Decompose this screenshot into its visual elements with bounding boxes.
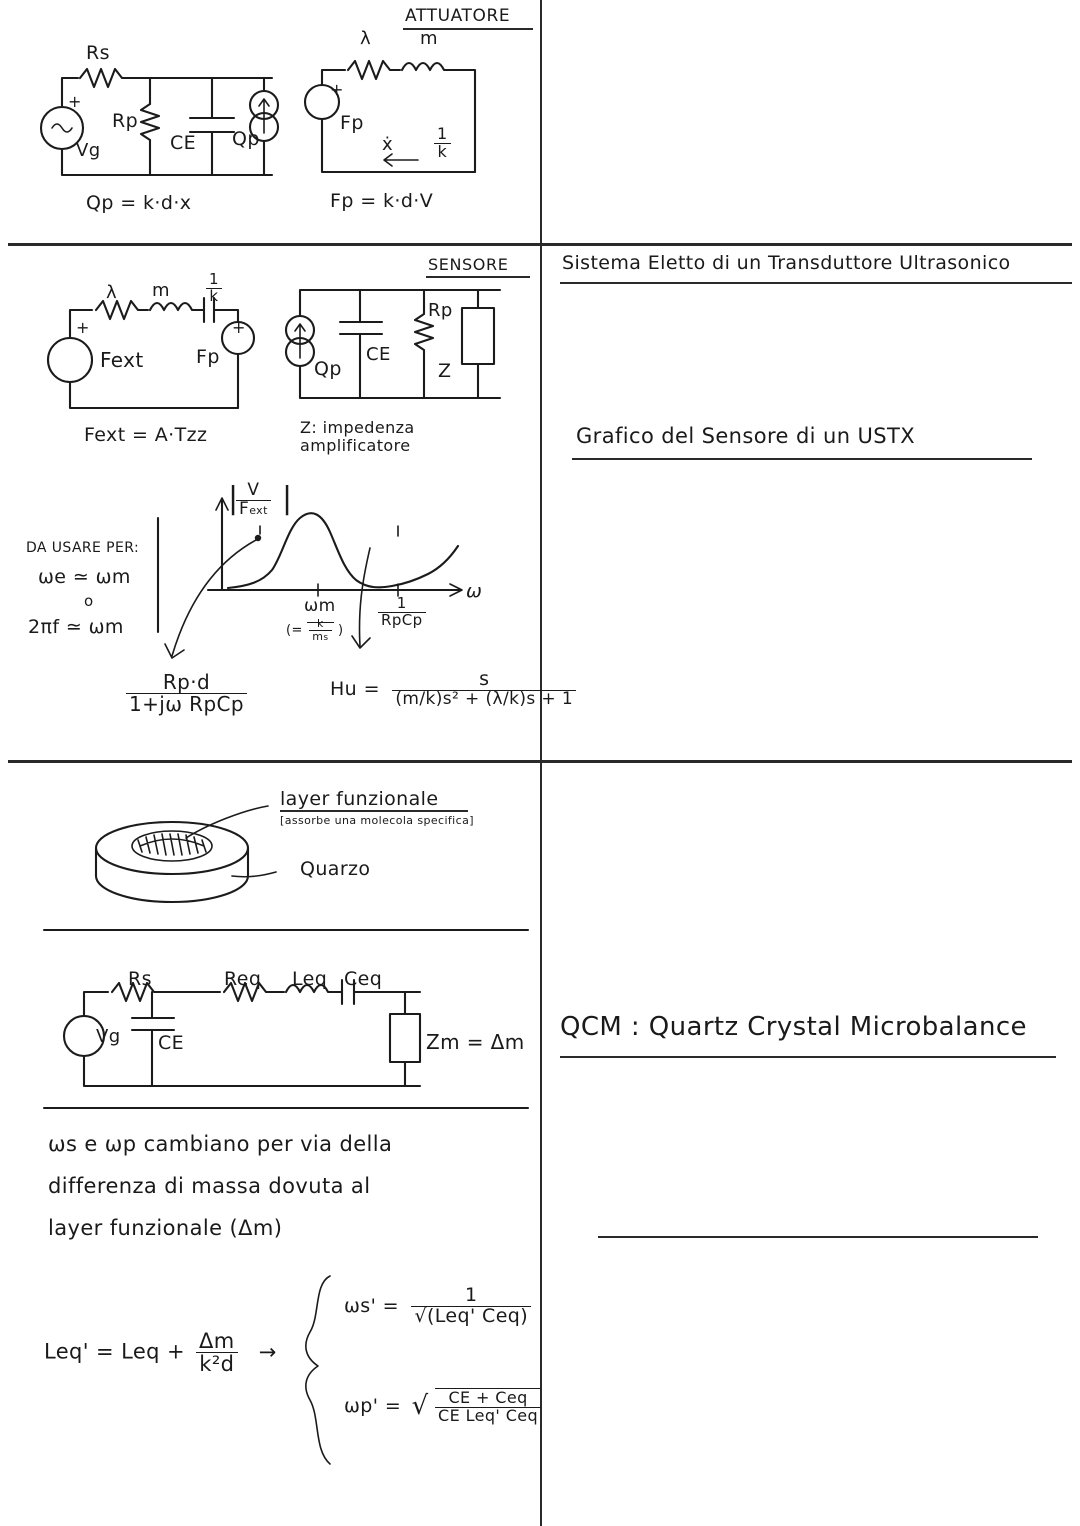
callout-quarzo: Quarzo: [300, 858, 371, 880]
divider-vertical: [540, 0, 542, 1526]
chart-annotation-rpcp: $\frac{1}{\text{RpCp}}$: [378, 596, 426, 629]
sensor-heading: SENSORE: [428, 255, 509, 274]
right-note-3: QCM : Quartz Crystal Microbalance: [560, 1012, 1027, 1042]
qcm-note-line1: ωs e ωp cambiano per via della: [48, 1132, 393, 1156]
transfer-num: s: [479, 668, 490, 690]
qcm-branch2-num: CE + Ceq: [448, 1388, 528, 1407]
note-line-2: 2πf ≃ ωm: [28, 616, 124, 638]
label-fp: Fp: [340, 112, 364, 134]
label-sensor-ce: CE: [366, 344, 391, 365]
label-qcm-ceq: Ceq: [344, 968, 383, 990]
qcm-eq-main-den: k²d: [196, 1352, 238, 1375]
actuator-circuits-svg: [0, 0, 540, 240]
qcm-eq-arrow: →: [258, 1339, 277, 1364]
label-ce: CE: [170, 132, 197, 154]
right-note-2-underline: [572, 458, 1032, 460]
note-or: o: [84, 592, 94, 610]
equation-fext: Fext = A·Tzz: [84, 424, 208, 446]
label-vg: Vg: [76, 140, 101, 161]
sensor-circuits-svg: [0, 268, 540, 468]
transfer-label: Hu =: [330, 677, 380, 700]
qcm-eq-main-num: Δm: [199, 1329, 235, 1353]
qcm-branch2-den: CE Leq' Ceq: [435, 1407, 541, 1425]
label-sensor-z: Z: [438, 360, 452, 382]
chart-annotation-wm-note: (= $\frac{k}{ms}$ ): [286, 617, 344, 643]
transfer-den: (m/k)s² + (λ/k)s + 1: [392, 690, 576, 709]
qcm-eq-main-lhs: Leq' = Leq +: [44, 1339, 185, 1364]
label-sensor-fp: Fp: [196, 346, 220, 368]
label-plus-right: +: [330, 80, 344, 99]
label-fext: Fext: [100, 348, 144, 372]
label-sensor-plus-right: +: [232, 318, 246, 337]
chart-xlabel: ω: [466, 580, 483, 602]
label-qcm-rs: Rs: [128, 968, 152, 990]
label-qp: Qp: [232, 128, 260, 150]
right-note-1: Sistema Eletto di un Transduttore Ultrasonico: [562, 252, 1011, 274]
right-note-2: Grafico del Sensore di un USTX: [576, 424, 915, 448]
qcm-note-line3: layer funzionale (Δm): [48, 1216, 283, 1240]
callout-layer-underline: [280, 810, 468, 812]
equation-z-line1: Z: impedenza: [300, 418, 415, 437]
label-m: m: [420, 28, 438, 49]
qcm-branch1-den: √(Leq' Ceq): [411, 1306, 531, 1327]
label-qcm-zm: Zm = Δm: [426, 1030, 525, 1054]
right-note-3-underline: [560, 1056, 1056, 1058]
equation-z-line2: amplificatore: [300, 436, 411, 455]
formula-rpd-den: 1+jω RpCp: [126, 693, 247, 715]
label-sensor-qp: Qp: [314, 358, 342, 380]
equation-qp: Qp = k·d·x: [86, 192, 192, 214]
note-line-1: ωe ≃ ωm: [38, 566, 131, 588]
chart-ylabel: $\frac{V}{\text{Fext}}$ | |: [228, 480, 293, 519]
equation-fp: Fp = k·d·V: [330, 190, 434, 212]
transfer-function: [330, 670, 576, 709]
label-qcm-ce: CE: [158, 1032, 185, 1054]
note-da-usare-per: DA USARE PER:: [26, 540, 140, 556]
label-sensor-lambda: λ: [106, 282, 118, 303]
qcm-branch1-num: 1: [465, 1284, 478, 1306]
label-qcm-req: Req: [224, 968, 262, 990]
label-lambda: λ: [360, 28, 372, 49]
label-rp: Rp: [112, 110, 139, 132]
label-plus-left: +: [68, 92, 82, 111]
qcm-branch1-lhs: ωs' =: [344, 1294, 399, 1317]
label-spring-1k: $\frac{1}{k}$: [434, 126, 451, 161]
label-xdot: ẋ: [382, 134, 394, 155]
qcm-branch2-lhs: ωp' =: [344, 1394, 402, 1417]
callout-layer-subtitle: [assorbe una molecola specifica]: [280, 814, 474, 827]
label-sensor-1k: $\frac{1}{k}$: [206, 272, 222, 305]
qcm-note-line2: differenza di massa dovuta al: [48, 1174, 371, 1198]
label-rs: Rs: [86, 42, 110, 64]
formula-rpd-num: Rp·d: [162, 670, 211, 694]
qcm-branch-1: [344, 1286, 531, 1327]
formula-rpd: [126, 672, 247, 715]
label-sensor-rp: Rp: [428, 300, 453, 321]
right-bottom-rule: [598, 1236, 1038, 1238]
label-sensor-m: m: [152, 280, 170, 301]
label-qcm-vg: Vg: [96, 1026, 121, 1047]
right-note-1-underline: [560, 282, 1072, 284]
label-qcm-leq: Leq: [292, 968, 328, 990]
callout-layer-funzionale: layer funzionale: [280, 788, 439, 810]
chart-annotation-wm: ωm: [304, 596, 336, 616]
actuator-heading: ATTUATORE: [405, 6, 511, 26]
label-sensor-plus-left: +: [76, 318, 90, 337]
qcm-branch-2: ωp' = √ $\frac{\text{CE + Ceq}}{\text{CE Leq' Ceq}}$: [344, 1388, 541, 1425]
